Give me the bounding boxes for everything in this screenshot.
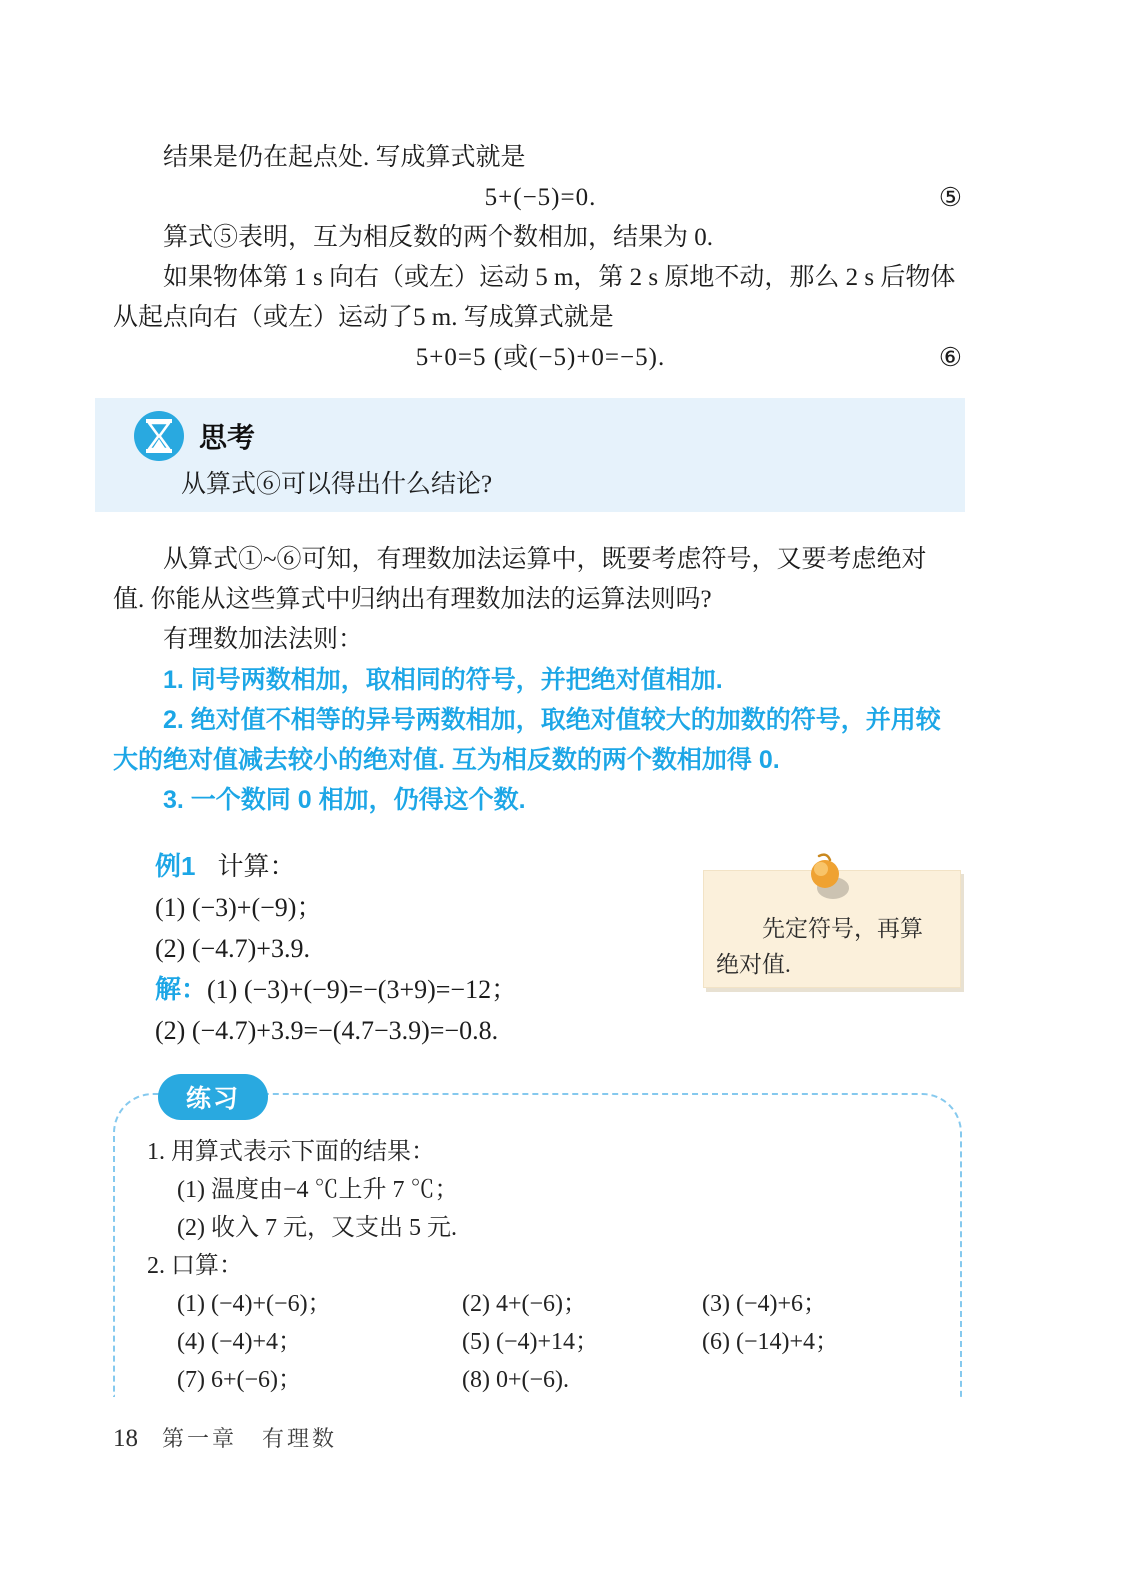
practice-q1-title: 1. 用算式表示下面的结果： [147, 1139, 435, 1165]
practice-q2-item: (6) (−14)+4； [702, 1329, 840, 1355]
formula-5-number: ⑤ [938, 183, 962, 212]
intro-para3-line1: 如果物体第 1 s 向右（或左）运动 5 m，第 2 s 原地不动，那么 2 s 后物体 [163, 264, 956, 291]
intro-para2: 算式⑤表明，互为相反数的两个数相加，结果为 0. [163, 224, 714, 251]
think-title: 思考 [199, 422, 256, 453]
rule-2-line1: 2. 绝对值不相等的异号两数相加，取绝对值较大的加数的符号，并用较 [163, 706, 941, 734]
example-s1: (1) (−3)+(−9)=−(3+9)=−12； [207, 975, 518, 1004]
hourglass-icon [133, 410, 185, 462]
practice-q2-item: (1) (−4)+(−6)； [177, 1291, 332, 1317]
example-heading [113, 846, 693, 887]
practice-content [115, 1095, 960, 1399]
rule-2-line2: 大的绝对值减去较小的绝对值. 互为相反数的两个数相加得 0. [113, 746, 780, 774]
rule-3: 3. 一个数同 0 相加，仍得这个数. [163, 786, 526, 814]
formula-5: 5+(−5)=0. [484, 184, 597, 211]
practice-q2-item: (3) (−4)+6； [702, 1291, 828, 1317]
practice-pill: 练习 [158, 1074, 268, 1120]
example-title: 计算： [217, 852, 296, 881]
example-section [113, 846, 693, 1051]
solution-label: 解： [155, 974, 208, 1004]
note-box [703, 870, 961, 988]
intro-line: 结果是仍在起点处. 写成算式就是 [163, 144, 526, 171]
note-text [716, 911, 948, 983]
rules-heading: 有理数加法法则： [163, 626, 364, 653]
example-q2: (2) (−4.7)+3.9. [155, 934, 310, 963]
example-solution-line1 [113, 969, 693, 1010]
practice-q2-title: 2. 口算： [147, 1253, 243, 1279]
rules-section [113, 540, 971, 820]
pushpin-icon [802, 851, 860, 905]
page-footer [113, 1422, 337, 1453]
think-box [95, 398, 965, 512]
rules-para-line2: 值. 你能从这些算式中归纳出有理数加法的运算法则吗? [113, 586, 712, 613]
practice-q2-item: (4) (−4)+4； [177, 1329, 303, 1355]
practice-q2-row [177, 1285, 940, 1323]
formula-6-number: ⑥ [938, 343, 962, 372]
practice-q2-item: (5) (−4)+14； [462, 1329, 600, 1355]
practice-q1-item: (1) 温度由−4 ℃上升 7 ℃； [177, 1177, 459, 1203]
practice-box [113, 1085, 962, 1397]
formula-6: 5+0=5 (或(−5)+0=−5). [415, 344, 666, 371]
note-line2: 绝对值. [716, 952, 791, 977]
practice-q2-item: (7) 6+(−6)； [177, 1367, 303, 1393]
example-label: 例1 [155, 851, 196, 881]
think-header [133, 410, 255, 462]
intro-para3-line2: 从起点向右（或左）运动了5 m. 写成算式就是 [113, 304, 614, 331]
practice-q2-row [177, 1361, 940, 1399]
practice-q1-item: (2) 收入 7 元，又支出 5 元. [177, 1215, 457, 1241]
note-line1: 先定符号，再算 [762, 916, 923, 941]
practice-q2-item: (8) 0+(−6). [462, 1367, 570, 1393]
formula-5-row [113, 178, 968, 218]
example-s2: (2) (−4.7)+3.9=−(4.7−3.9)=−0.8. [155, 1016, 499, 1045]
formula-6-row [113, 338, 968, 378]
rule-1: 1. 同号两数相加，取相同的符号，并把绝对值相加. [163, 666, 723, 694]
chapter-title: 第一章 有理数 [162, 1426, 338, 1451]
rules-para-line1: 从算式①~⑥可知，有理数加法运算中，既要考虑符号，又要考虑绝对 [163, 546, 927, 573]
practice-q2-row [177, 1323, 940, 1361]
practice-q2-item: (2) 4+(−6)； [462, 1291, 588, 1317]
intro-section [113, 138, 968, 378]
example-q1: (1) (−3)+(−9)； [155, 893, 323, 922]
page-number: 18 [113, 1425, 138, 1452]
think-question: 从算式⑥可以得出什么结论? [181, 471, 493, 498]
